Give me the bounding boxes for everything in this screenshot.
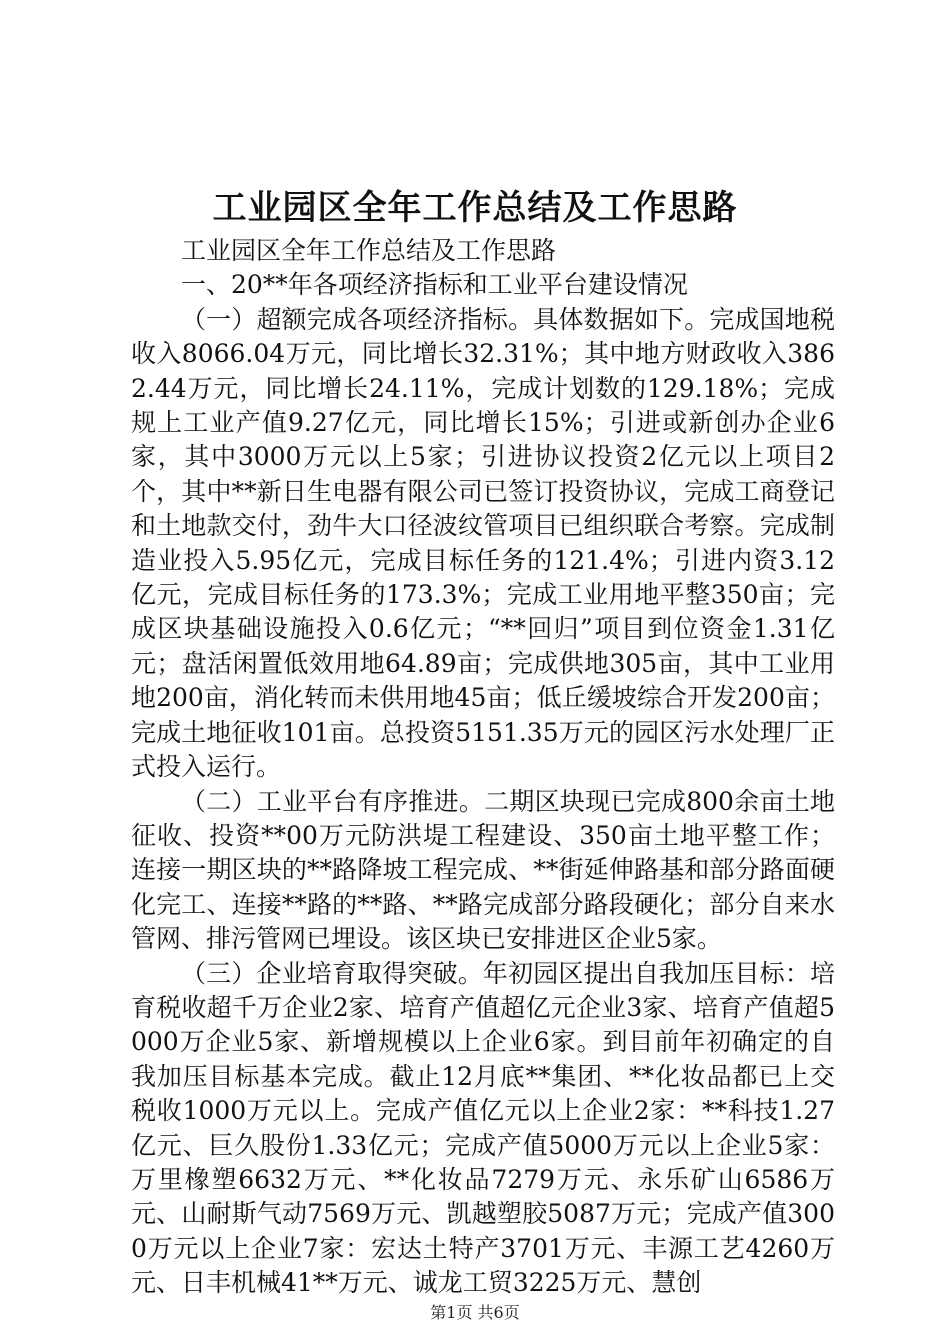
paragraph-economic-indicators: （一）超额完成各项经济指标。具体数据如下。完成国地税收入8066.04万元，同比增长32.31%；其中地方财政收入3862.44万元，同比增长24.11%，完成计划数的129.18%；完成规上工业产值9.27亿元，同比增长15%；引进或新创办企业6家，其中3000万元以上5家；引进协议投资2亿元以上项目2个，其中**新日生电器有限公司已签订投资协议，完成工商登记和土地款交付，劲牛大口径波纹管项目已组织联合考察。完成制造业投入5.95亿元，完成目标任务的121.4%；引进内资3.12亿元，完成目标任务的173.3%；完成工业用地平整350亩；完成区块基础设施投入0.6亿元；“**回归”项目到位资金1.31亿元；盘活闲置低效用地64.89亩；完成供地305亩，其中工业用地200亩，消化转而未供用地45亩；低丘缓坡综合开发200亩；完成土地征收101亩。总投资5151.35万元的园区污水处理厂正式投入运行。	[131, 304, 835, 782]
paragraph-enterprise-cultivation: （三）企业培育取得突破。年初园区提出自我加压目标：培育税收超千万企业2家、培育产值超亿元企业3家、培育产值超5000万企业5家、新增规模以上企业6家。到目前年初确定的自我加压目标基本完成。截止12月底**集团、**化妆品都已上交税收1000万元以上。完成产值亿元以上企业2家：**科技1.27亿元、巨久股份1.33亿元；完成产值5000万元以上企业5家：万里橡塑6632万元、**化妆品7279万元、永乐矿山6586万元、山耐斯气动7569万元、凯越塑胶5087万元；完成产值3000万元以上企业7家：宏达土特产3701万元、丰源工艺4260万元、日丰机械41**万元、诚龙工贸3225万元、慧创	[131, 958, 835, 1298]
paragraph-subtitle: 工业园区全年工作总结及工作思路	[181, 236, 557, 265]
page-footer: 第1页 共6页	[430, 1303, 520, 1322]
document-body	[131, 234, 835, 1301]
paragraph-section-heading: 一、20**年各项经济指标和工业平台建设情况	[181, 270, 688, 300]
document-title: 工业园区全年工作总结及工作思路	[212, 188, 738, 228]
paragraph-industrial-platform: （二）工业平台有序推进。二期区块现已完成800余亩土地征收、投资**00万元防洪堤工程建设、350亩土地平整工作；连接一期区块的**路降坡工程完成、**街延伸路基和部分路面硬化完工、连接**路的**路、**路完成部分路段硬化；部分自来水管网、排污管网已埋设。该区块已安排进区企业5家。	[131, 786, 835, 954]
